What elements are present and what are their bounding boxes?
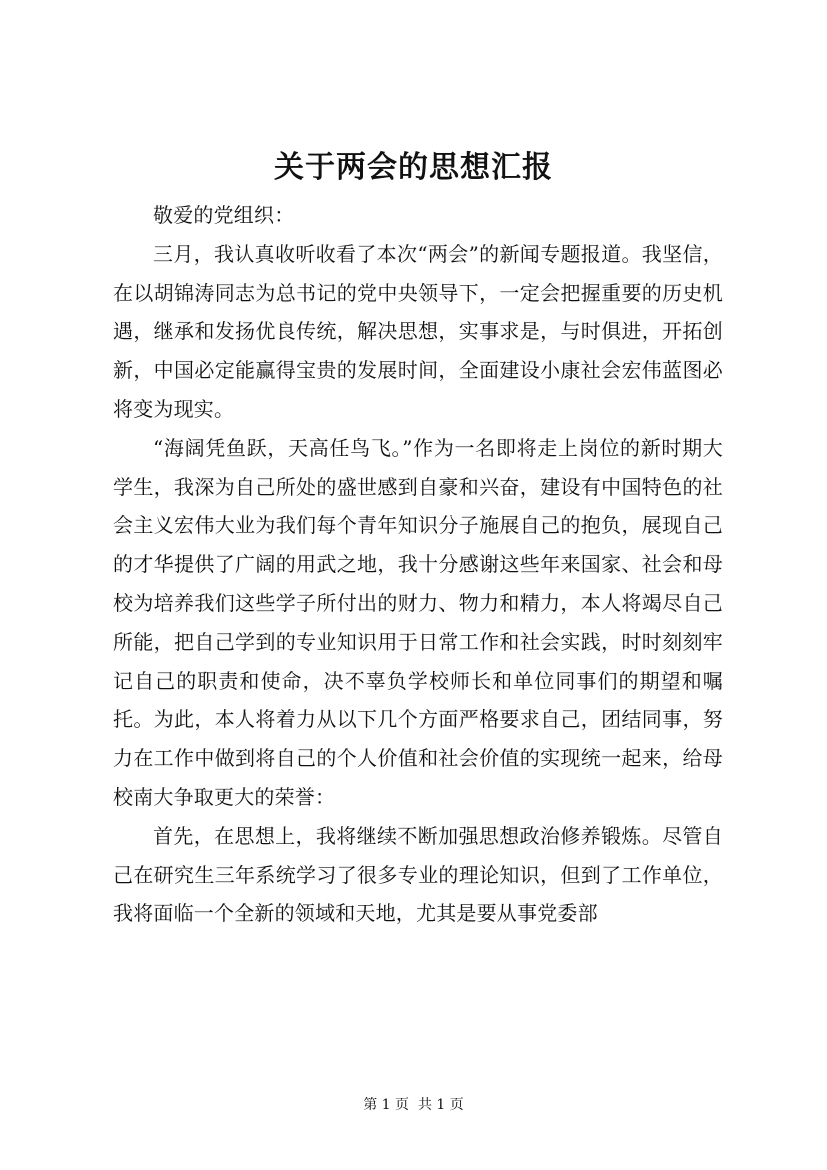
salutation: 敬爱的党组织： — [153, 203, 295, 227]
document-body — [113, 196, 723, 933]
page-footer — [0, 1095, 827, 1115]
page-number-label: 第 1 页 共 1 页 — [363, 1097, 464, 1113]
paragraph-1: 三月，我认真收听收看了本次“两会”的新闻专题报道。我坚信，在以胡锦涛同志为总书记的党中央领导下，一定会把握重要的历史机遇，继承和发扬优良传统，解决思想，实事求是，与时俱进，开拓创新，中国必定能赢得宝贵的发展时间，全面建设小康社会宏伟蓝图必将变为现实。 — [113, 241, 723, 421]
document-title: 关于两会的思想汇报 — [274, 150, 553, 185]
paragraph-3: 首先，在思想上，我将继续不断加强思想政治修养锻炼。尽管自己在研究生三年系统学习了很多专业的理论知识，但到了工作单位，我将面临一个全新的领域和天地，尤其是要从事党委部 — [113, 823, 723, 926]
paragraph-2: “海阔凭鱼跃，天高任鸟飞。”作为一名即将走上岗位的新时期大学生，我深为自己所处的盛世感到自豪和兴奋，建设有中国特色的社会主义宏伟大业为我们每个青年知识分子施展自己的抱负，展现自己的才华提供了广阔的用武之地，我十分感谢这些年来国家、社会和母校为培养我们这些学子所付出的财力、物力和精力，本人将竭尽自己所能，把自己学到的专业知识用于日常工作和社会实践，时时刻刻牢记自己的职责和使命，决不辜负学校师长和单位同事们的期望和嘱托。为此，本人将着力从以下几个方面严格要求自己，团结同事，努力在工作中做到将自己的个人价值和社会价值的实现统一起来，给母校南大争取更大的荣誉： — [113, 435, 723, 809]
